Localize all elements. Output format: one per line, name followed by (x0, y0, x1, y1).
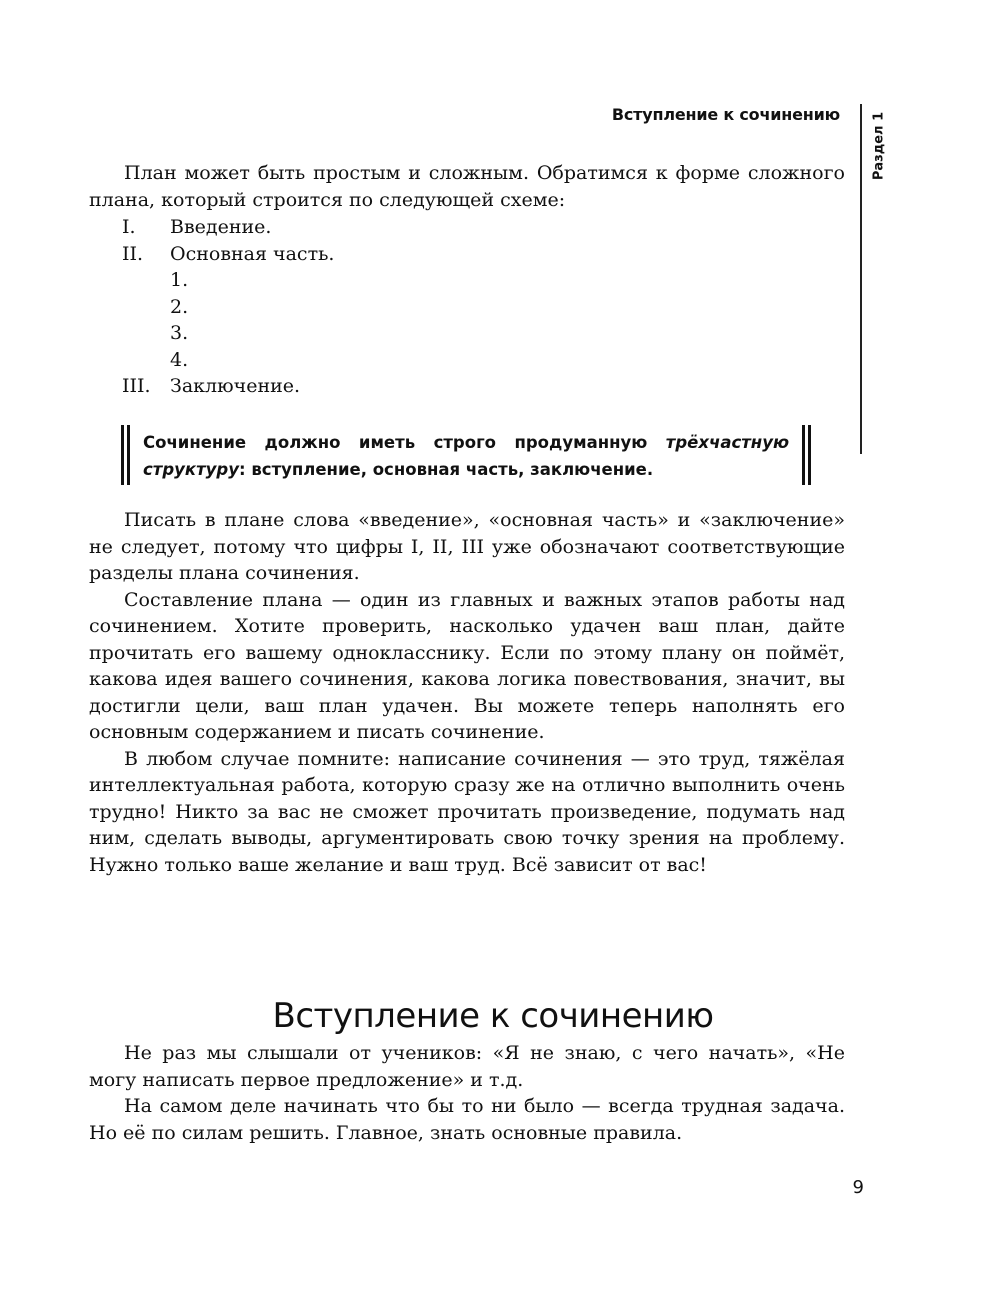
plan-item-label: Основная часть. (170, 242, 335, 265)
plan-outline (122, 214, 334, 400)
plan-item (122, 214, 334, 241)
section-paragraph: На самом деле начинать что бы то ни было — всегда трудная задача. Но её по силам решить. Главное, знать основные правила. (89, 1095, 845, 1144)
plan-item-numeral: I. (122, 216, 136, 238)
plan-subitem: 2. (170, 295, 189, 318)
section-body (89, 1040, 845, 1146)
plan-subitem: 1. (170, 269, 189, 291)
callout-left-bar (121, 425, 130, 485)
section-paragraph: Не раз мы слышали от учеников: «Я не знаю, с чего начать», «Не могу написать первое предложение» и т.д. (89, 1042, 845, 1091)
plan-item (122, 373, 334, 400)
body-paragraph: Писать в плане слова «введение», «основная часть» и «заключение» не следует, потому что цифры I, II, III уже обозначают соответствующие разделы плана сочинения. (89, 509, 845, 584)
body-paragraph: В любом случае помните: написание сочинения — это труд, тяжёлая интеллектуальная работа, которую сразу же на отлично выполнить очень трудно! Никто за вас не сможет прочитать произведение, подумать над ним, сделать выводы, аргументировать свою точку зрения на проблему. Нужно только ваше желание и ваш труд. Всё зависит от вас! (89, 747, 845, 876)
plan-subitem: 3. (170, 322, 189, 344)
plan-item (122, 241, 334, 268)
body-block (89, 507, 845, 878)
intro-paragraph: План может быть простым и сложным. Обратимся к форме сложного плана, который строится по следующей схеме: (89, 162, 845, 211)
section-tab-label: Раздел 1 (871, 111, 887, 181)
callout-box (121, 425, 811, 485)
page-number: 9 (852, 1177, 864, 1198)
plan-item-label: Введение. (170, 216, 272, 238)
callout-lead: Сочинение должно иметь строго продуманную (143, 433, 666, 452)
running-header: Вступление к сочинению (611, 105, 840, 124)
plan-subitem: 4. (170, 348, 189, 371)
plan-item-numeral: III. (122, 375, 151, 397)
callout-right-bar (802, 425, 811, 485)
body-paragraph: Составление плана — один из главных и важных этапов работы над сочинением. Хотите проверить, насколько удачен ваш план, дайте прочитать его вашему однокласснику. Если по этому плану он поймёт, какова идея вашего сочинения, какова логика повествования, значит, вы достигли цели, ваш план удачен. Вы можете теперь наполнять его основным содержанием и писать сочинение. (89, 588, 845, 743)
side-rule-divider (860, 104, 862, 454)
callout-text (143, 429, 789, 483)
intro-block (89, 160, 845, 213)
callout-emphasis: трёхчастную структуру (143, 433, 789, 479)
callout-tail: : вступление, основная часть, заключение. (239, 460, 654, 479)
section-tab (868, 108, 890, 184)
plan-item-label: Заключение. (170, 375, 301, 397)
plan-item-numeral: II. (122, 242, 144, 265)
section-heading: Вступление к сочинению (272, 996, 714, 1037)
